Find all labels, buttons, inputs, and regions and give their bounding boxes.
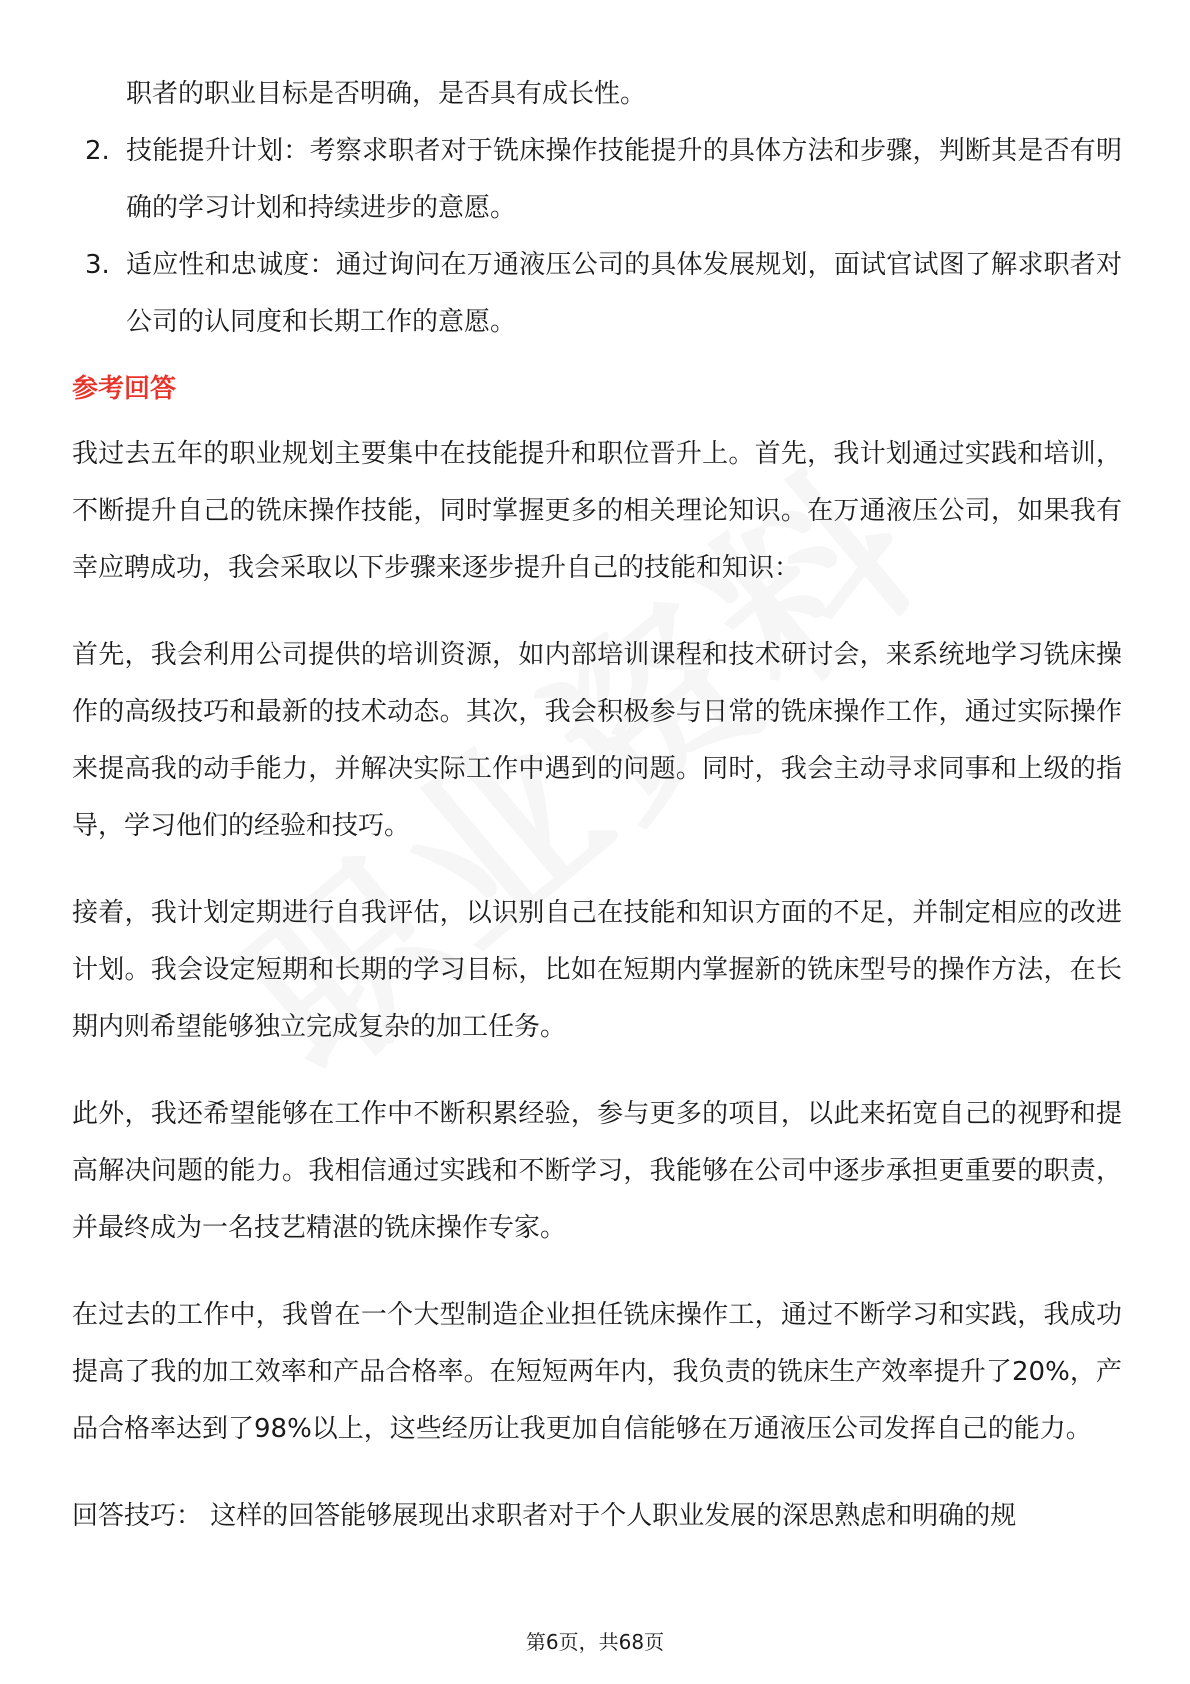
paragraph: 接着，我计划定期进行自我评估，以识别自己在技能和知识方面的不足，并制定相应的改进计划。我会设定短期和长期的学习目标，比如在短期内掌握新的铣床型号的操作方法，在长期内则希望能够独立完成复杂的加工任务。	[72, 898, 1122, 1042]
paragraph: 在过去的工作中，我曾在一个大型制造企业担任铣床操作工，通过不断学习和实践，我成功提高了我的加工效率和产品合格率。在短短两年内，我负责的铣床生产效率提升了20%，产品合格率达到了98%以上，这些经历让我更加自信能够在万通液压公司发挥自己的能力。	[72, 1300, 1122, 1444]
page-number-footer: 第6页，共68页	[525, 1630, 665, 1654]
list-item-text: 适应性和忠诚度：通过询问在万通液压公司的具体发展规划，面试官试图了解求职者对公司的认同度和长期工作的意愿。	[126, 250, 1122, 337]
list-item-continuation: 职者的职业目标是否明确，是否具有成长性。	[126, 79, 647, 109]
list-item-text: 技能提升计划：考察求职者对于铣床操作技能提升的具体方法和步骤，判断其是否有明确的学习计划和持续进步的意愿。	[126, 136, 1122, 223]
answer-tips-paragraph: 回答技巧： 这样的回答能够展现出求职者对于个人职业发展的深思熟虑和明确的规	[72, 1501, 1017, 1531]
paragraph: 此外，我还希望能够在工作中不断积累经验，参与更多的项目，以此来拓宽自己的视野和提高解决问题的能力。我相信通过实践和不断学习，我能够在公司中逐步承担更重要的职责，并最终成为一名技艺精湛的铣床操作专家。	[72, 1099, 1122, 1243]
list-item-number: 2.	[85, 136, 110, 166]
numbered-list	[72, 123, 1122, 351]
list-item	[72, 237, 1122, 351]
paragraph: 首先，我会利用公司提供的培训资源，如内部培训课程和技术研讨会，来系统地学习铣床操作的高级技巧和最新的技术动态。其次，我会积极参与日常的铣床操作工作，通过实际操作来提高我的动手能力，并解决实际工作中遇到的问题。同时，我会主动寻求同事和上级的指导，学习他们的经验和技巧。	[72, 640, 1122, 841]
document-content	[72, 66, 1122, 1545]
paragraph: 我过去五年的职业规划主要集中在技能提升和职位晋升上。首先，我计划通过实践和培训，不断提升自己的铣床操作技能，同时掌握更多的相关理论知识。在万通液压公司，如果我有幸应聘成功，我会采取以下步骤来逐步提升自己的技能和知识：	[72, 439, 1122, 583]
section-heading: 参考回答	[72, 374, 177, 404]
list-item-number: 3.	[85, 250, 110, 280]
list-item	[72, 123, 1122, 237]
